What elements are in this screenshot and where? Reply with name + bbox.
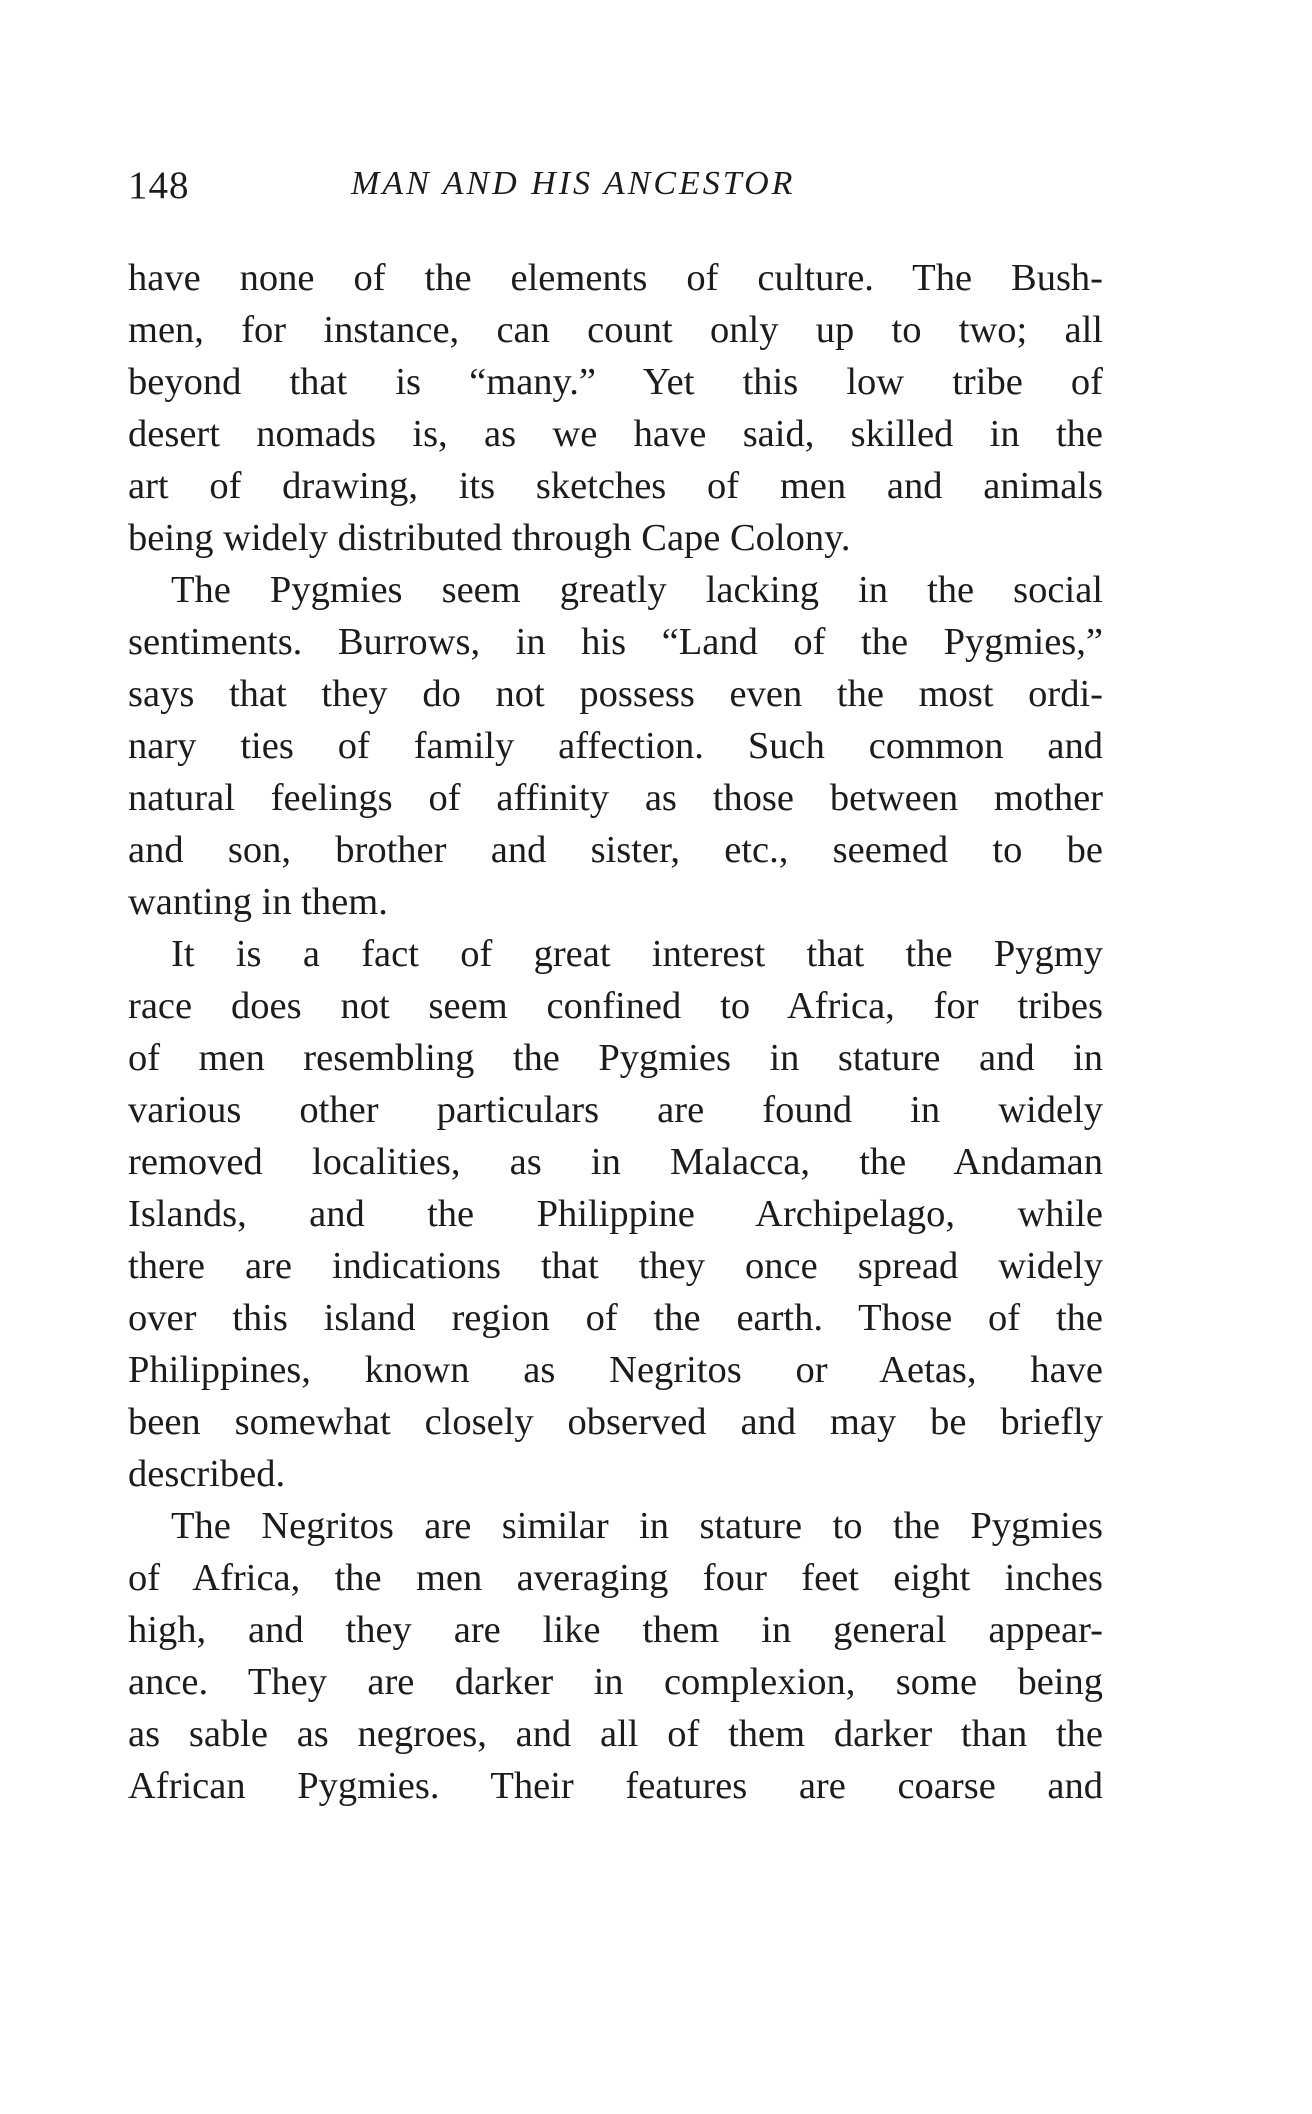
text-line: of Africa, the men averaging four feet eight inches: [128, 1557, 1103, 1599]
text-line: The Negritos are similar in stature to the Pygmies: [171, 1505, 1103, 1547]
text-line: being widely distributed through Cape Colony.: [128, 517, 851, 559]
text-line: and son, brother and sister, etc., seemed to be: [128, 829, 1103, 871]
text-line: race does not seem confined to Africa, for tribes: [128, 985, 1103, 1027]
text-line: over this island region of the earth. Those of the: [128, 1297, 1103, 1339]
text-line: sentiments. Burrows, in his “Land of the Pygmies,”: [128, 621, 1103, 663]
running-head: MAN AND HIS ANCESTOR: [351, 165, 796, 202]
text-line: there are indications that they once spread widely: [128, 1245, 1103, 1287]
text-line: various other particulars are found in widely: [128, 1089, 1103, 1131]
text-line: been somewhat closely observed and may be briefly: [128, 1401, 1103, 1443]
text-line: of men resembling the Pygmies in stature and in: [128, 1037, 1103, 1079]
text-line: have none of the elements of culture. The Bush-: [128, 257, 1103, 299]
text-line: wanting in them.: [128, 881, 388, 923]
text-line: Philippines, known as Negritos or Aetas, have: [128, 1349, 1103, 1391]
page-number: 148: [128, 164, 190, 207]
text-line: art of drawing, its sketches of men and animals: [128, 465, 1103, 507]
text-line: as sable as negroes, and all of them darker than the: [128, 1713, 1103, 1755]
text-line: beyond that is “many.” Yet this low tribe of: [128, 361, 1103, 403]
text-line: The Pygmies seem greatly lacking in the social: [171, 569, 1103, 611]
text-line: natural feelings of affinity as those between mother: [128, 777, 1103, 819]
text-line: African Pygmies. Their features are coarse and: [128, 1765, 1103, 1807]
text-line: men, for instance, can count only up to two; all: [128, 309, 1103, 351]
text-line: nary ties of family affection. Such common and: [128, 725, 1103, 767]
text-line: It is a fact of great interest that the Pygmy: [171, 933, 1103, 975]
text-line: high, and they are like them in general appear-: [128, 1609, 1103, 1651]
text-line: ance. They are darker in complexion, some being: [128, 1661, 1103, 1703]
page-header: [128, 163, 1103, 207]
text-line: desert nomads is, as we have said, skilled in the: [128, 413, 1103, 455]
text-line: says that they do not possess even the most ordi-: [128, 673, 1103, 715]
text-line: removed localities, as in Malacca, the Andaman: [128, 1141, 1103, 1183]
text-line: Islands, and the Philippine Archipelago, while: [128, 1193, 1103, 1235]
text-line: described.: [128, 1453, 286, 1495]
